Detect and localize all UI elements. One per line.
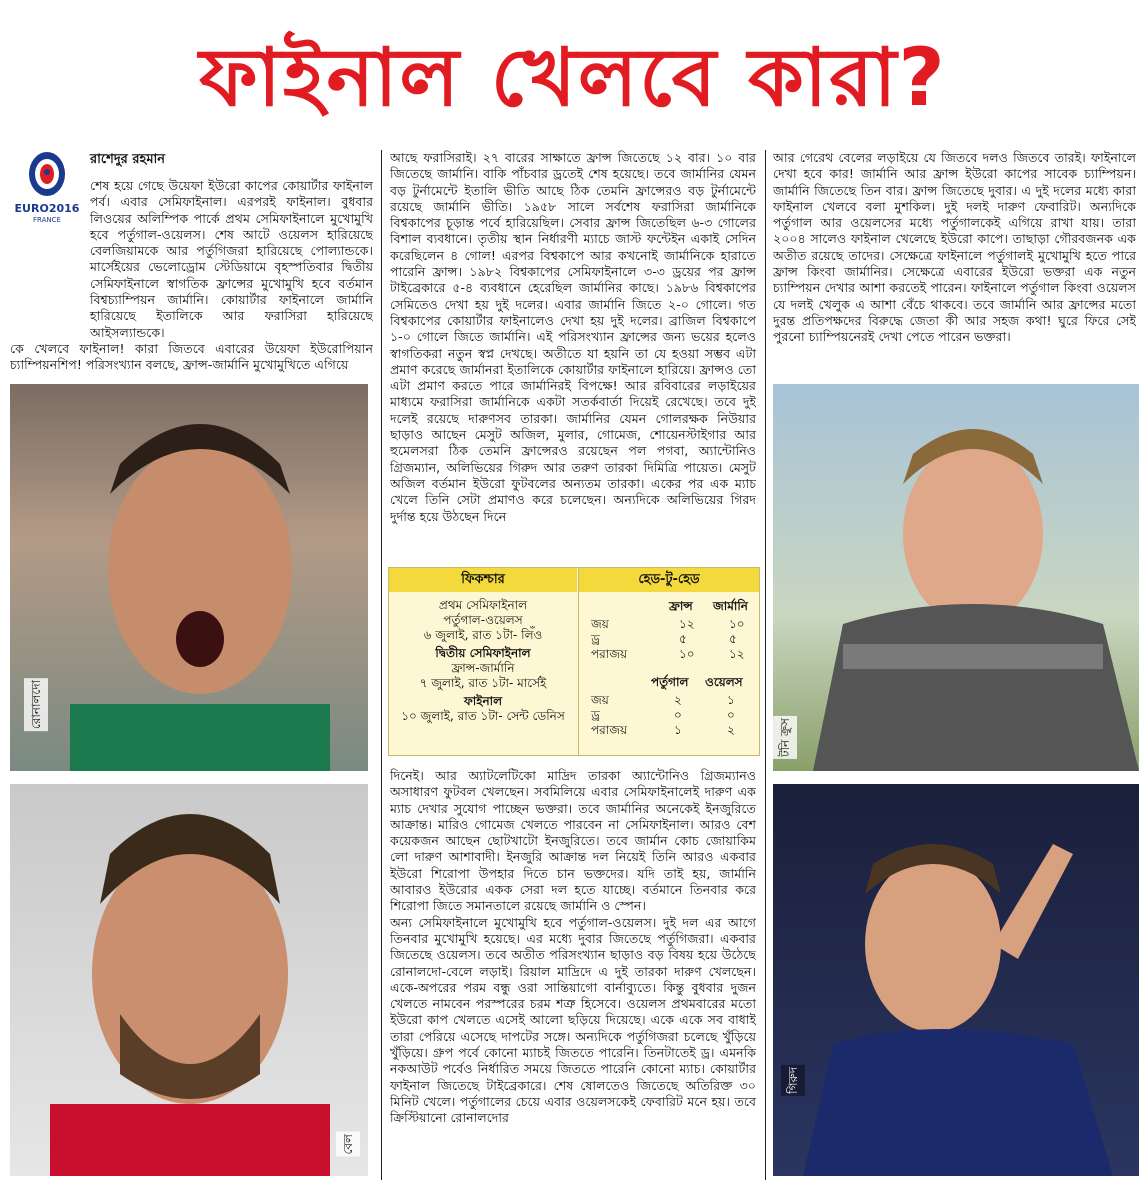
head-to-head-header: হেড-টু-হেড bbox=[579, 568, 759, 592]
h2h-cell: ১২ bbox=[729, 647, 745, 661]
h2h-team-portugal: পর্তুগাল bbox=[651, 675, 689, 689]
fixtures-divider bbox=[578, 568, 579, 755]
logo-title: EURO2016 bbox=[14, 202, 80, 215]
fixture-line: পর্তুগাল-ওয়েলস bbox=[443, 613, 523, 627]
fixture-line: ফাইনাল bbox=[463, 694, 503, 708]
column-2-paragraph: অন্য সেমিফাইনালে মুখোমুখি হবে পর্তুগাল-ওয়েলস। দুই দল এর আগে তিনবার মুখোমুখি হয়েছে। এর মধ্যে দুবার জিতেছে পর্তুগিজরা। একবার জিতেছে ওয়েলস। তবে অতীত পরিসংখ্যান ছাড়াও বড় বিষয় হয়ে উঠেছে রোনালদো-বেলে লড়াই। রিয়াল মাদ্রিদে এ দুই তারকা দারুণ খেলছেন। একে-অপরের পরম বন্ধু ওরা সান্তিয়াগো বার্নাব্যুতে। কিন্তু বুধবার দুজন খেলতে নামবেন পরস্পরের চরম শত্রু হিসেবে। ওয়েলস প্রথমবারের মতো ইউরো কাপ খেলতে এসেই আলো ছড়িয়ে দিয়েছে। একে একে সব বাধাই তারা পেরিয়ে এসেছে দাপটের সঙ্গে। অন্যদিকে পর্তুগিজরা চলেছে খুঁড়িয়ে খুঁড়িয়ে। গ্রুপ পর্বে কোনো ম্যাচই জিততে পারেনি। তিনটাতেই ড্র। এমনকি নকআউট পর্বেও নির্ধারিত সময়ে জিততে পারেনি কোনো ম্যাচ। কোয়ার্টার ফাইনাল জিতেছে টাইব্রেকারে। শেষ ষোলতেও জিতেছে অতিরিক্ত ৩০ মিনিট খেলে। পর্তুগালের চেয়ে এবার ওয়েলসকেই ফেবারিট মনে হয়। তবে ক্রিস্টিয়ানো রোনালদোর bbox=[390, 914, 756, 1126]
h2h-cell: ১০ bbox=[679, 647, 695, 661]
h2h-cell: ১২ bbox=[679, 617, 695, 631]
photo-caption: রোনালদো bbox=[24, 678, 48, 731]
photo-caption: গিরুদ bbox=[781, 1065, 805, 1096]
h2h-team-france: ফ্রান্স bbox=[669, 599, 693, 613]
column-1-text bbox=[10, 178, 373, 374]
h2h-cell: জয় bbox=[591, 617, 609, 631]
ronaldo-illustration bbox=[10, 384, 368, 771]
fixture-line: ফ্রান্স-জার্মানি bbox=[451, 661, 515, 675]
fixture-line: ১০ জুলাই, রাত ১টা- সেন্ট ডেনিস bbox=[401, 709, 565, 723]
h2h-cell: ২ bbox=[674, 693, 682, 707]
h2h-team-wales: ওয়েলস bbox=[705, 675, 743, 689]
kroos-illustration bbox=[773, 384, 1139, 771]
h2h-team-germany: জার্মানি bbox=[713, 599, 748, 613]
bale-illustration bbox=[10, 784, 368, 1176]
h2h-cell: ০ bbox=[674, 708, 682, 722]
fixtures-header: ফিকশ্চার bbox=[389, 568, 577, 592]
ronaldo-photo bbox=[10, 384, 368, 771]
column-2-top-text: আছে ফরাসিরাই। ২৭ বারের সাক্ষাতে ফ্রান্স জিতেছে ১২ বার। ১০ বার জিতেছে জার্মানি। বাকি পাঁচবার ড্রতেই শেষ হয়েছে। তবে জার্মানির যেমন বড় টুর্নামেন্টে ইতালি ভীতি আছে ঠিক তেমনি ফ্রান্সেরও বড় টুর্নামেন্টে রয়েছে জার্মানি ভীতি। ১৯৫৮ সালে সর্বশেষ ফরাসিরা জার্মানিকে বিশ্বকাপের চূড়ান্ত পর্বে হারিয়েছিল। সেবার ফ্রান্স জিতেছিল ৬-৩ গোলের বিশাল ব্যবধানে। তৃতীয় স্থান নির্ধারণী ম্যাচে জাস্ট ফন্টেইন একাই সেদিন করেছিলেন ৪ গোল! এরপর বিশ্বকাপে আর কখনোই জার্মানিকে হারাতে পারেনি ফ্রান্স। ১৯৮২ বিশ্বকাপের সেমিফাইনালে ৩-৩ ড্রয়ের পর ফ্রান্স টাইব্রেকারে ৫-৪ ব্যবধানে হেরেছিল জার্মানির কাছে। ১৯৮৬ বিশ্বকাপের সেমিতেও দেখা হয় দুই দলের। এবার জার্মানি জিতে ২-০ গোলে। গত বিশ্বকাপের কোয়ার্টার ফাইনালেও দেখা হয় দুই দলের। ব্রাজিল বিশ্বকাপে ১-০ গোলে জিতে জার্মানি। এই পরিসংখ্যান ফ্রান্সের জন্য ভয়ের হলেও স্বাগতিকরা নতুন স্বপ্ন দেখছে। অতীতে যা হয়নি তা যে হওয়া সম্ভব এটা প্রমাণ করেছে জার্মানরা ইতালিকে কোয়ার্টার ফাইনালে হারিয়ে। ফ্রান্সও তো এটা প্রমাণ করতে পারে জার্মানিরই বিপক্ষে! আর রবিবারের লড়াইয়ের মাধ্যমে ফরাসিরা জার্মানিকে একটা সতর্কবার্তা দিয়েই রেখেছে। তবে দুই দলেই রয়েছে দারুণসব তারকা। জার্মানির যেমন গোলরক্ষক নিউয়ার ছাড়াও আছেন মেসুট অজিল, মুলার, গোমেজ, শোয়েনস্টাইগার আর হুমেলসরা ঠিক তেমনি ফ্রান্সেরও রয়েছেন পল পগবা, অ্যান্টোনিও গ্রিজম্যান, অলিভিয়ের গিরুদ আর তরুণ তারকা দিমিত্রি পায়েত। মেসুট অজিল বর্তমান ইউরো ফুটবলের অন্যতম তারকা। একের পর এক ম্যাচ খেলে তিনি সেটা প্রমাণও করে চলেছেন। অন্যদিকে অলিভিয়ের গিরদ দুর্দান্ত হয়ে উঠছেন দিনে bbox=[390, 150, 756, 524]
fixture-line: ৭ জুলাই, রাত ১টা- মার্সেই bbox=[419, 676, 547, 690]
kroos-photo bbox=[773, 384, 1139, 771]
column-1-paragraph: শেষ হয়ে গেছে উয়েফা ইউরো কাপের কোয়ার্টার ফাইনাল পর্ব। এবার সেমিফাইনাল। এরপরই ফাইনাল। বুধবার লিওয়ের অলিম্পিক পার্কে প্রথম সেমিফাইনালে মুখোমুখি হবে পর্তুগাল-ওয়েলস। শেষ আটে ওয়েলস হারিয়েছে বেলজিয়ামকে আর পর্তুগিজরা হারিয়েছে পোল্যান্ডকে। মার্সেইয়ের ভেলোড্রোম স্টেডিয়ামে বৃহস্পতিবার দ্বিতীয় সেমিফাইনালে স্বাগতিক ফ্রান্সের মুখোমুখি হবে বর্তমান বিশ্বচ্যাম্পিয়ন জার্মানি। কোয়ার্টার ফাইনালে জার্মানি হারিয়েছে ইতালিকে আর ফরাসিরা হারিয়েছে আইসল্যান্ডকে। bbox=[90, 178, 373, 340]
h2h-cell: ০ bbox=[727, 708, 735, 722]
h2h-cell: ড্র bbox=[591, 708, 600, 722]
photo-caption: বেল bbox=[336, 1132, 360, 1157]
page-headline: ফাইনাল খেলবে কারা? bbox=[199, 31, 947, 124]
byline: রাশেদুর রহমান bbox=[90, 152, 166, 167]
giroud-illustration bbox=[773, 784, 1139, 1176]
column-1-paragraph: কে খেলবে ফাইনাল! কারা জিতবে এবারের উয়েফা ইউরোপিয়ান চ্যাম্পিয়নশিপ! পরিসংখ্যান বলছে, ফ্রান্স-জার্মানি মুখোমুখিতে এগিয়ে bbox=[10, 340, 373, 373]
h2h-cell: জয় bbox=[591, 693, 609, 707]
h2h-cell: ১ bbox=[727, 693, 735, 707]
fixture-line: প্রথম সেমিফাইনাল bbox=[438, 598, 528, 612]
h2h-cell: ২ bbox=[727, 723, 735, 737]
column-2-paragraph: দিনেই। আর অ্যাটলেটিকো মাদ্রিদ তারকা অ্যান্টোনিও গ্রিজম্যানও অসাধারণ ফুটবল খেলছেন। সবমিলিয়ে এবার সেমিফাইনালেই দারুণ এক ম্যাচ দেখার সুযোগ পাচ্ছেন ভক্তরা। তবে জার্মানির অনেকেই ইনজুরিতে আক্রান্ত। মারিও গোমেজ খেলতে পারবেন না সেমিফাইনাল। আরও বেশ কয়েকজন আছেন ছোটখাটো ইনজুরিতে। তবে জার্মান কোচ জোয়াকিম লো দারুণ আশাবাদী। ইনজুরি আক্রান্ত দল নিয়েই তিনি আরও একবার ইউরো শিরোপা উপহার দিতে চান ভক্তদের। যদি তাই হয়, জার্মানি আবারও ইউরোর একক সেরা দল হতে যাচ্ছে। বর্তমানে তিনবার করে শিরোপা জিতে সমানতালে রয়েছে জার্মানি ও স্পেন। bbox=[390, 768, 756, 914]
fixture-line: দ্বিতীয় সেমিফাইনাল bbox=[435, 646, 531, 660]
h2h-cell: ড্র bbox=[591, 632, 600, 646]
bale-photo bbox=[10, 784, 368, 1176]
fixture-line: ৬ জুলাই, রাত ১টা- লিঁও bbox=[423, 628, 543, 642]
photo-caption: টনি ক্রুস bbox=[773, 716, 797, 759]
h2h-cell: ১০ bbox=[729, 617, 745, 631]
h2h-cell: ৫ bbox=[729, 632, 737, 646]
h2h-cell: পরাজয় bbox=[591, 723, 628, 737]
h2h-cell: ১ bbox=[674, 723, 682, 737]
column-divider bbox=[381, 150, 382, 1180]
column-2-bottom-text bbox=[390, 768, 756, 1180]
column-3-text: আর গেরেথ বেলের লড়াইয়ে যে জিতবে দলও জিতবে তারই। ফাইনালে দেখা হবে কার! জার্মানি আর ফ্রান্স ইউরো কাপের সাবেক চ্যাম্পিয়ন। জার্মানি জিতেছে তিন বার। ফ্রান্স জিতেছে দুবার। এ দুই দলের মধ্যে কারা ফাইনাল খেলবে বলা মুশকিল। দুই দলই দারুণ ফেবারিট। অন্যদিকে পর্তুগাল আর ওয়েলসের মধ্যে পর্তুগালকেই এগিয়ে রাখা যায়। তারা ২০০৪ সালেও ফাইনাল খেলেছে ইউরো কাপে। তাছাড়া গৌরবজনক এক অতীত রয়েছে তাদের। সেক্ষেত্রে ফাইনালে পর্তুগালই মুখোমুখি হতে পারে ফ্রান্স কিংবা জার্মানির। সেক্ষেত্রে এবারের ইউরো ভক্তরা এক নতুন চ্যাম্পিয়ন দেখার আশা করতেই পারেন। ফাইনালে পর্তুগাল কিংবা ওয়েলস যে দলই খেলুক এ আশা বেঁচে থাকবে। তবে জার্মানি আর ফ্রান্সের মতো দুরন্ত প্রতিপক্ষদের বিরুদ্ধে জেতা কী আর সহজ কথা! ঘুরে ফিরে সেই পুরনো চ্যাম্পিয়নেরই দেখা পেতে পারেন ভক্তরা। bbox=[773, 150, 1136, 345]
giroud-photo bbox=[773, 784, 1139, 1176]
column-divider bbox=[765, 150, 766, 1180]
h2h-cell: পরাজয় bbox=[591, 647, 628, 661]
logo-subtitle: FRANCE bbox=[33, 216, 61, 224]
fixtures-box bbox=[388, 567, 760, 756]
h2h-cell: ৫ bbox=[679, 632, 687, 646]
